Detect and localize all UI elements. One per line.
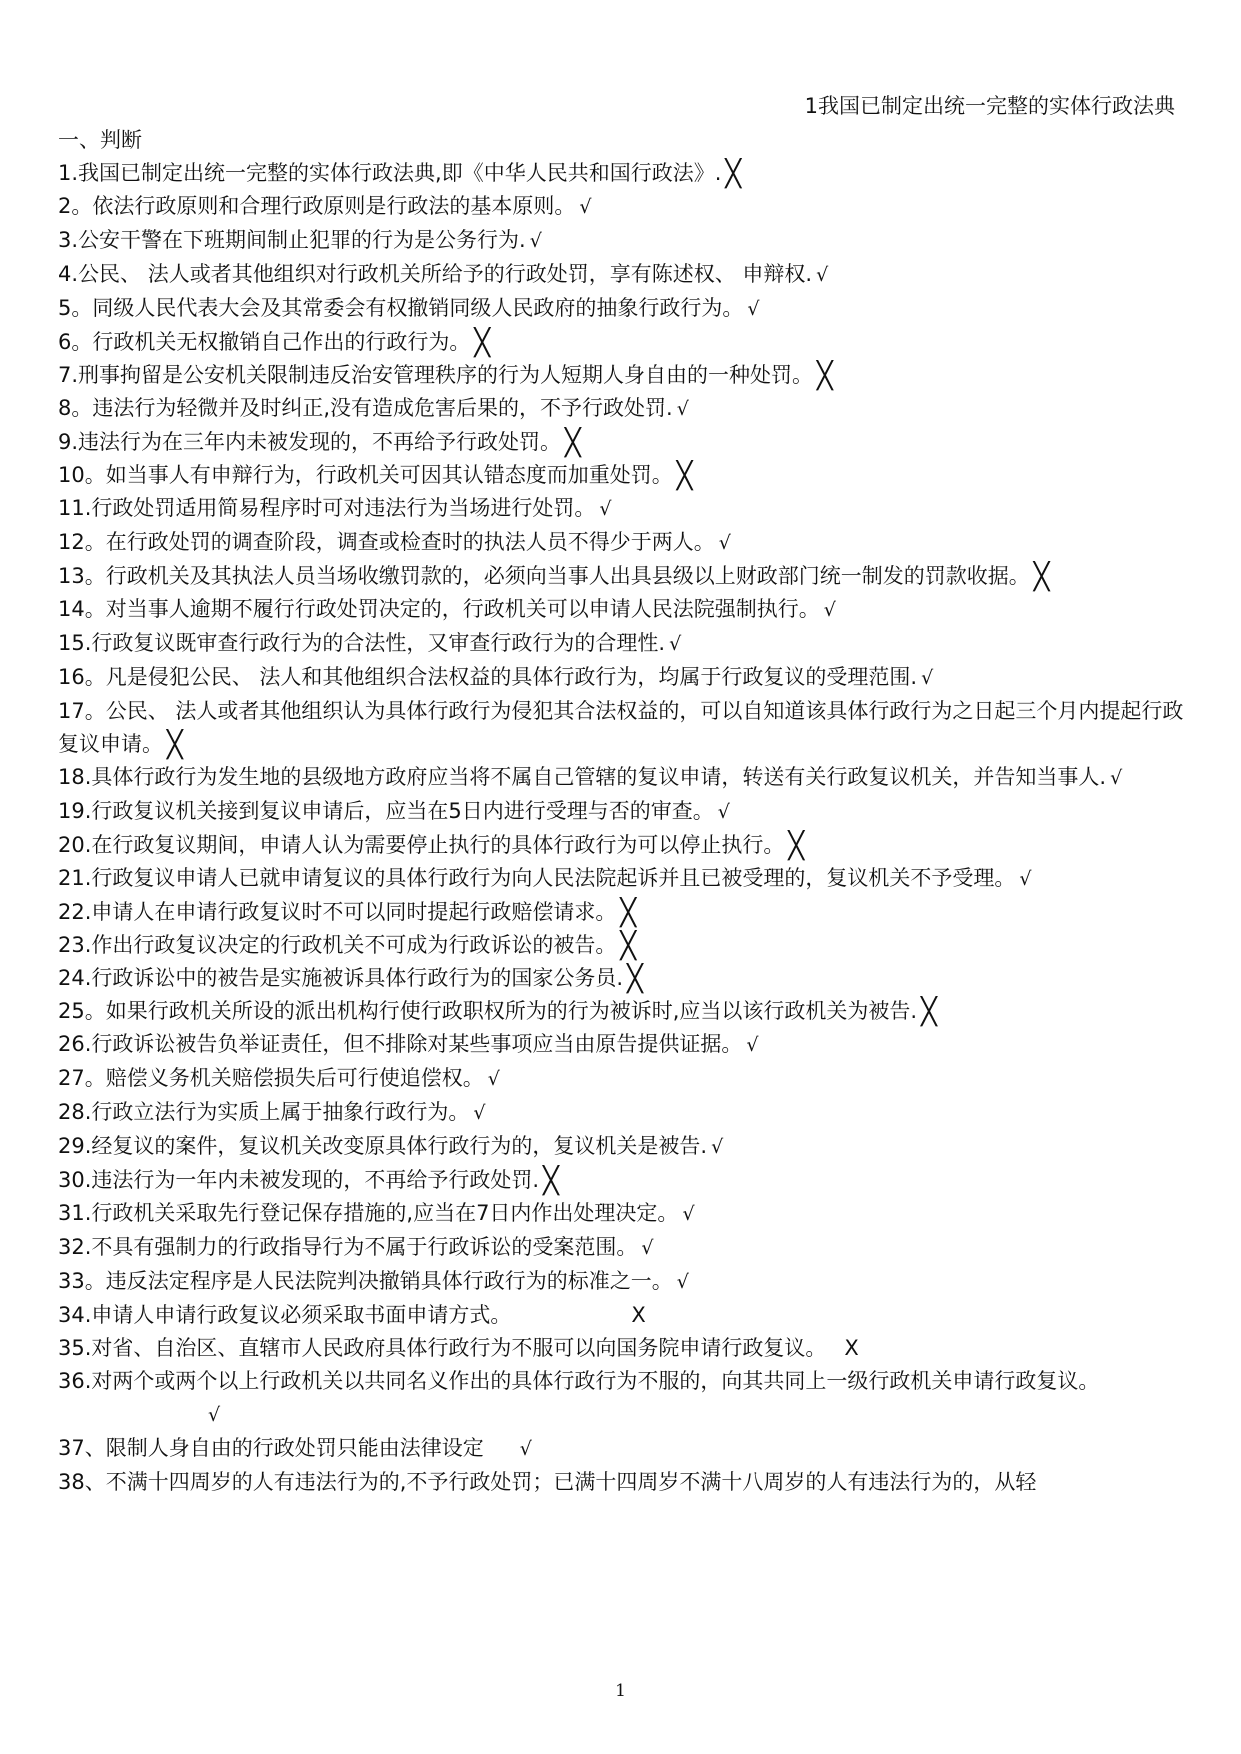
question-text: 29.经复议的案件，复议机关改变原具体行政行为的，复议机关是被告.	[58, 1134, 708, 1158]
check-mark-icon: √	[669, 633, 682, 655]
question-item	[58, 326, 1188, 359]
check-mark-icon: √	[682, 1203, 695, 1225]
question-text: 13。行政机关及其执法人员当场收缴罚款的，必须向当事人出具县级以上财政部门统一制发的罚款收据。	[58, 564, 1030, 588]
question-text: 31.行政机关采取先行登记保存措施的,应当在7日内作出处理决定。	[58, 1201, 679, 1225]
question-item	[58, 862, 1188, 896]
question-list	[58, 157, 1188, 1499]
check-mark-icon: √	[1110, 767, 1123, 789]
question-item	[58, 1332, 1188, 1365]
check-mark-icon: √	[579, 196, 592, 218]
question-item	[58, 292, 1188, 326]
question-text: 24.行政诉讼中的被告是实施被诉具体行政行为的国家公务员.	[58, 966, 624, 990]
cross-mark-icon: ╳	[620, 898, 637, 928]
question-text: 9.违法行为在三年内未被发现的，不再给予行政处罚。	[58, 430, 562, 454]
question-text: 27。赔偿义务机关赔偿损失后可行使追偿权。	[58, 1066, 484, 1090]
question-item	[58, 896, 1188, 929]
question-text: 16。凡是侵犯公民、 法人和其他组织合法权益的具体行政行为，均属于行政复议的受理范围.	[58, 665, 918, 689]
cross-mark-icon: ╳	[474, 328, 491, 358]
question-item	[58, 1130, 1188, 1164]
question-item	[58, 1299, 1188, 1332]
cross-mark-icon: ╳	[620, 931, 637, 961]
cross-mark-icon: ╳	[788, 831, 805, 861]
question-text: 2。依法行政原则和合理行政原则是行政法的基本原则。	[58, 194, 576, 218]
question-item	[58, 426, 1188, 459]
check-mark-icon: √	[711, 1136, 724, 1158]
question-text: 37、限制人身自由的行政处罚只能由法律设定	[58, 1436, 484, 1460]
question-item	[58, 459, 1188, 492]
cross-mark-icon: ╳	[565, 428, 581, 458]
question-text: 25。如果行政机关所设的派出机构行使行政职权所为的行为被诉时,应当以该行政机关为被告.	[58, 999, 918, 1023]
check-mark-icon: √	[823, 599, 836, 621]
question-text: 1.我国已制定出统一完整的实体行政法典,即《中华人民共和国行政法》.	[58, 161, 722, 185]
question-item	[58, 829, 1188, 862]
question-text: 5。同级人民代表大会及其常委会有权撤销同级人民政府的抽象行政行为。	[58, 296, 744, 320]
question-text: 36.对两个或两个以上行政机关以共同名义作出的具体行政行为不服的，向其共同上一级行政机关申请行政复议。	[58, 1369, 1100, 1393]
question-item	[58, 1197, 1188, 1231]
question-item	[58, 1164, 1188, 1197]
question-item	[58, 929, 1188, 962]
question-text: 19.行政复议机关接到复议申请后，应当在5日内进行受理与否的审查。	[58, 799, 714, 823]
question-text: 11.行政处罚适用简易程序时可对违法行为当场进行处罚。	[58, 496, 596, 520]
question-text: 22.申请人在申请行政复议时不可以同时提起行政赔偿请求。	[58, 900, 617, 924]
question-item	[58, 1432, 1188, 1466]
question-item	[58, 224, 1188, 258]
question-text: 35.对省、自治区、直辖市人民政府具体行政行为不服可以向国务院申请行政复议。	[58, 1336, 827, 1360]
check-mark-icon: √	[747, 298, 760, 320]
question-item	[58, 526, 1188, 560]
question-item	[58, 1231, 1188, 1265]
question-item	[58, 661, 1188, 695]
question-item	[58, 1365, 1188, 1432]
question-item	[58, 995, 1188, 1028]
cross-mark-icon: ╳	[817, 361, 833, 391]
question-text: 8。违法行为轻微并及时纠正,没有造成危害后果的，不予行政处罚.	[58, 396, 673, 420]
question-item	[58, 1265, 1188, 1299]
cross-mark-icon: ╳	[627, 964, 643, 994]
question-item	[58, 695, 1188, 761]
check-mark-icon: √	[746, 1034, 759, 1056]
question-item	[58, 593, 1188, 627]
question-text: 33。违反法定程序是人民法院判决撤销具体行政行为的标准之一。	[58, 1269, 673, 1293]
question-item	[58, 761, 1188, 795]
check-mark-icon: √	[473, 1102, 486, 1124]
check-mark-icon: √	[921, 667, 934, 689]
question-item	[58, 258, 1188, 292]
question-item	[58, 492, 1188, 526]
question-text: 32.不具有强制力的行政指导行为不属于行政诉讼的受案范围。	[58, 1235, 638, 1259]
check-mark-icon: √	[676, 398, 689, 420]
question-item	[58, 1028, 1188, 1062]
question-item	[58, 627, 1188, 661]
question-item	[58, 392, 1188, 426]
question-text: 34.申请人申请行政复议必须采取书面申请方式。	[58, 1303, 512, 1327]
section-title: 一、判断	[58, 128, 142, 152]
question-text: 4.公民、 法人或者其他组织对行政机关所给予的行政处罚，享有陈述权、 申辩权.	[58, 262, 813, 286]
cross-mark-icon: ╳	[167, 730, 183, 760]
question-text: 18.具体行政行为发生地的县级地方政府应当将不属自己管辖的复议申请，转送有关行政复议机关，并告知当事人.	[58, 765, 1107, 789]
cross-mark-icon: ╳	[725, 159, 742, 189]
question-item	[58, 190, 1188, 224]
question-text: 17。公民、 法人或者其他组织认为具体行政行为侵犯其合法权益的，可以自知道该具体行政行为之日起三个月内提起行政复议申请。	[58, 699, 1184, 756]
cross-mark-icon: ╳	[676, 461, 693, 491]
question-item	[58, 1466, 1188, 1499]
question-text: 20.在行政复议期间，申请人认为需要停止执行的具体行政行为可以停止执行。	[58, 833, 785, 857]
check-mark-icon: √	[519, 1438, 532, 1460]
question-text: 23.作出行政复议决定的行政机关不可成为行政诉讼的被告。	[58, 933, 617, 957]
question-item	[58, 157, 1188, 190]
document-body	[58, 124, 1188, 1499]
question-item	[58, 1096, 1188, 1130]
x-mark-icon: X	[844, 1336, 859, 1360]
question-text: 14。对当事人逾期不履行行政处罚决定的，行政机关可以申请人民法院强制执行。	[58, 597, 820, 621]
check-mark-icon: √	[641, 1237, 654, 1259]
check-mark-icon: √	[676, 1271, 689, 1293]
question-text: 15.行政复议既审查行政行为的合法性，又审查行政行为的合理性.	[58, 631, 666, 655]
check-mark-icon: √	[208, 1404, 221, 1426]
check-mark-icon: √	[718, 532, 731, 554]
check-mark-icon: √	[487, 1068, 500, 1090]
cross-mark-icon: ╳	[1033, 562, 1050, 592]
question-text: 7.刑事拘留是公安机关限制违反治安管理秩序的行为人短期人身自由的一种处罚。	[58, 363, 814, 387]
question-item	[58, 962, 1188, 995]
check-mark-icon: √	[717, 801, 730, 823]
question-text: 12。在行政处罚的调查阶段，调查或检查时的执法人员不得少于两人。	[58, 530, 715, 554]
check-mark-icon: √	[529, 230, 542, 252]
question-text: 10。如当事人有申辩行为，行政机关可因其认错态度而加重处罚。	[58, 463, 673, 487]
question-text: 38、不满十四周岁的人有违法行为的,不予行政处罚；已满十四周岁不满十八周岁的人有违法行为的，从轻	[58, 1470, 1037, 1494]
question-text: 30.违法行为一年内未被发现的，不再给予行政处罚.	[58, 1168, 540, 1192]
question-text: 3.公安干警在下班期间制止犯罪的行为是公务行为.	[58, 228, 526, 252]
check-mark-icon: √	[599, 498, 612, 520]
cross-mark-icon: ╳	[921, 997, 937, 1027]
question-text: 28.行政立法行为实质上属于抽象行政行为。	[58, 1100, 470, 1124]
question-text: 21.行政复议申请人已就申请复议的具体行政行为向人民法院起诉并且已被受理的，复议机关不予受理。	[58, 866, 1016, 890]
question-text: 26.行政诉讼被告负举证责任，但不排除对某些事项应当由原告提供证据。	[58, 1032, 743, 1056]
question-text: 6。行政机关无权撤销自己作出的行政行为。	[58, 330, 471, 354]
question-item	[58, 359, 1188, 392]
question-item	[58, 795, 1188, 829]
x-mark-icon: X	[631, 1303, 646, 1327]
question-item	[58, 1062, 1188, 1096]
question-item	[58, 560, 1188, 593]
running-header: 1我国已制定出统一完整的实体行政法典	[804, 94, 1175, 118]
cross-mark-icon: ╳	[543, 1166, 559, 1196]
check-mark-icon: √	[816, 264, 829, 286]
page-number: 1	[615, 1681, 626, 1701]
check-mark-icon: √	[1019, 868, 1032, 890]
